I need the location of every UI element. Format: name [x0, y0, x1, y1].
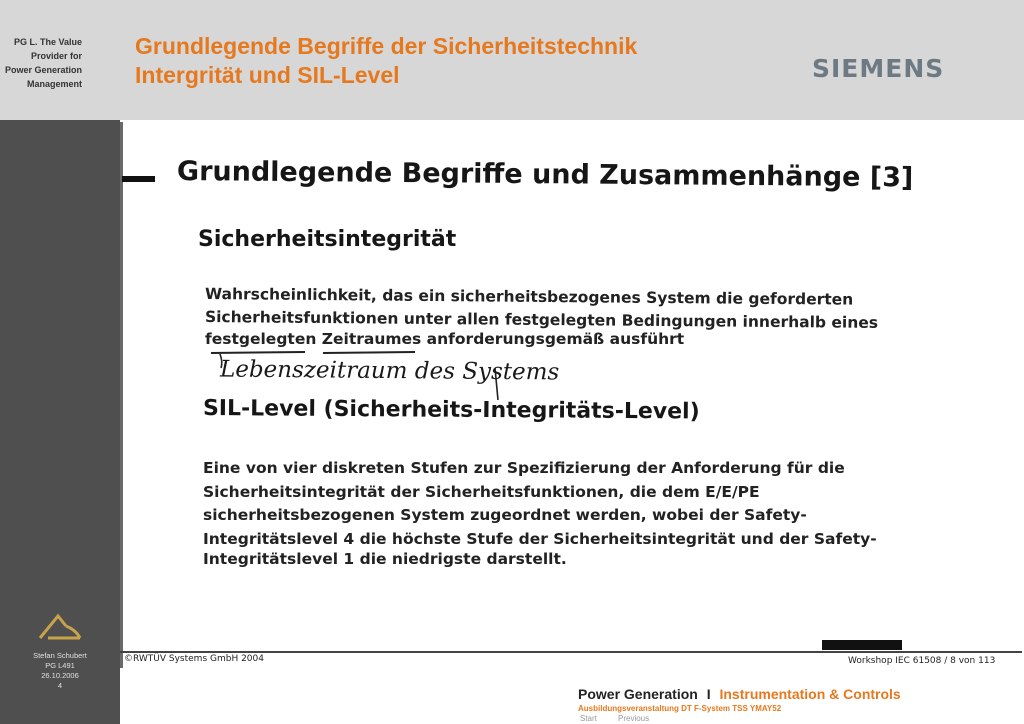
slide-heading: Grundlegende Begriffe und Zusammenhänge [3] — [176, 156, 914, 194]
nav-previous-link[interactable]: Previous — [618, 714, 650, 723]
footer-subtitle: Ausbildungsveranstaltung DT F-System TSS YMAY52 — [578, 704, 782, 713]
nav-start-link[interactable]: Start — [580, 714, 597, 723]
scan-footer-bar — [822, 640, 902, 650]
footer-separator: I — [706, 686, 711, 702]
section1-line: festgelegten Zeitraumes anforderungsgemäß ausführt — [205, 330, 685, 348]
siemens-logo: SIEMENS — [812, 54, 945, 83]
footer-division: Power Generation — [578, 686, 698, 702]
underline-stroke — [323, 352, 415, 353]
brand-line-4: Management — [26, 79, 82, 89]
brand-line-1: PG L. The Value — [13, 37, 82, 47]
section1-line: Sicherheitsfunktionen unter allen festgelegten Bedingungen innerhalb eines — [204, 308, 879, 332]
underline-stroke — [211, 352, 305, 353]
section2-line: Integritätslevel 1 die niedrigste darstellt. — [203, 550, 567, 568]
page-title-line-2: Intergrität und SIL-Level — [135, 62, 400, 88]
section-title-sicherheitsintegritaet: Sicherheitsintegrität — [198, 227, 457, 252]
scan-edge — [120, 122, 123, 668]
brand-line-2: Provider for — [30, 51, 82, 61]
handwritten-note: Lebenszeitraum des Systems — [219, 356, 560, 386]
date: 26.10.2006 — [41, 671, 79, 680]
heading-bullet-bar — [122, 176, 155, 182]
department: PG L491 — [45, 661, 75, 670]
brand-line-3: Power Generation — [4, 65, 82, 75]
section2-line: Integritätslevel 4 die höchste Stufe der Sicherheitsintegrität und der Safety- — [203, 530, 877, 548]
pg-logo-icon — [36, 612, 84, 642]
author-name: Stefan Schubert — [33, 651, 87, 660]
section2-line: Sicherheitsintegrität der Sicherheitsfunktionen, die dem E/E/PE — [203, 483, 760, 501]
page-title-line-1: Grundlegende Begriffe der Sicherheitstechnik — [135, 33, 638, 59]
footer-title — [578, 686, 901, 702]
section2-line: sicherheitsbezogenen System zugeordnet werden, wobei der Safety- — [203, 506, 807, 524]
section-title-sil-level: SIL-Level (Sicherheits-Integritäts-Level) — [202, 396, 700, 425]
scan-page-info: Workshop IEC 61508 / 8 von 113 — [848, 656, 996, 666]
section1-line: Wahrscheinlichkeit, das ein sicherheitsbezogenes System die geforderten — [204, 285, 854, 309]
scan-copyright: ©RWTÜV Systems GmbH 2004 — [124, 654, 264, 664]
section2-line: Eine von vier diskreten Stufen zur Spezifizierung der Anforderung für die — [203, 459, 845, 477]
scan-footer-line — [120, 651, 1022, 653]
page-number: 4 — [57, 681, 63, 690]
footer-unit: Instrumentation & Controls — [719, 686, 901, 702]
